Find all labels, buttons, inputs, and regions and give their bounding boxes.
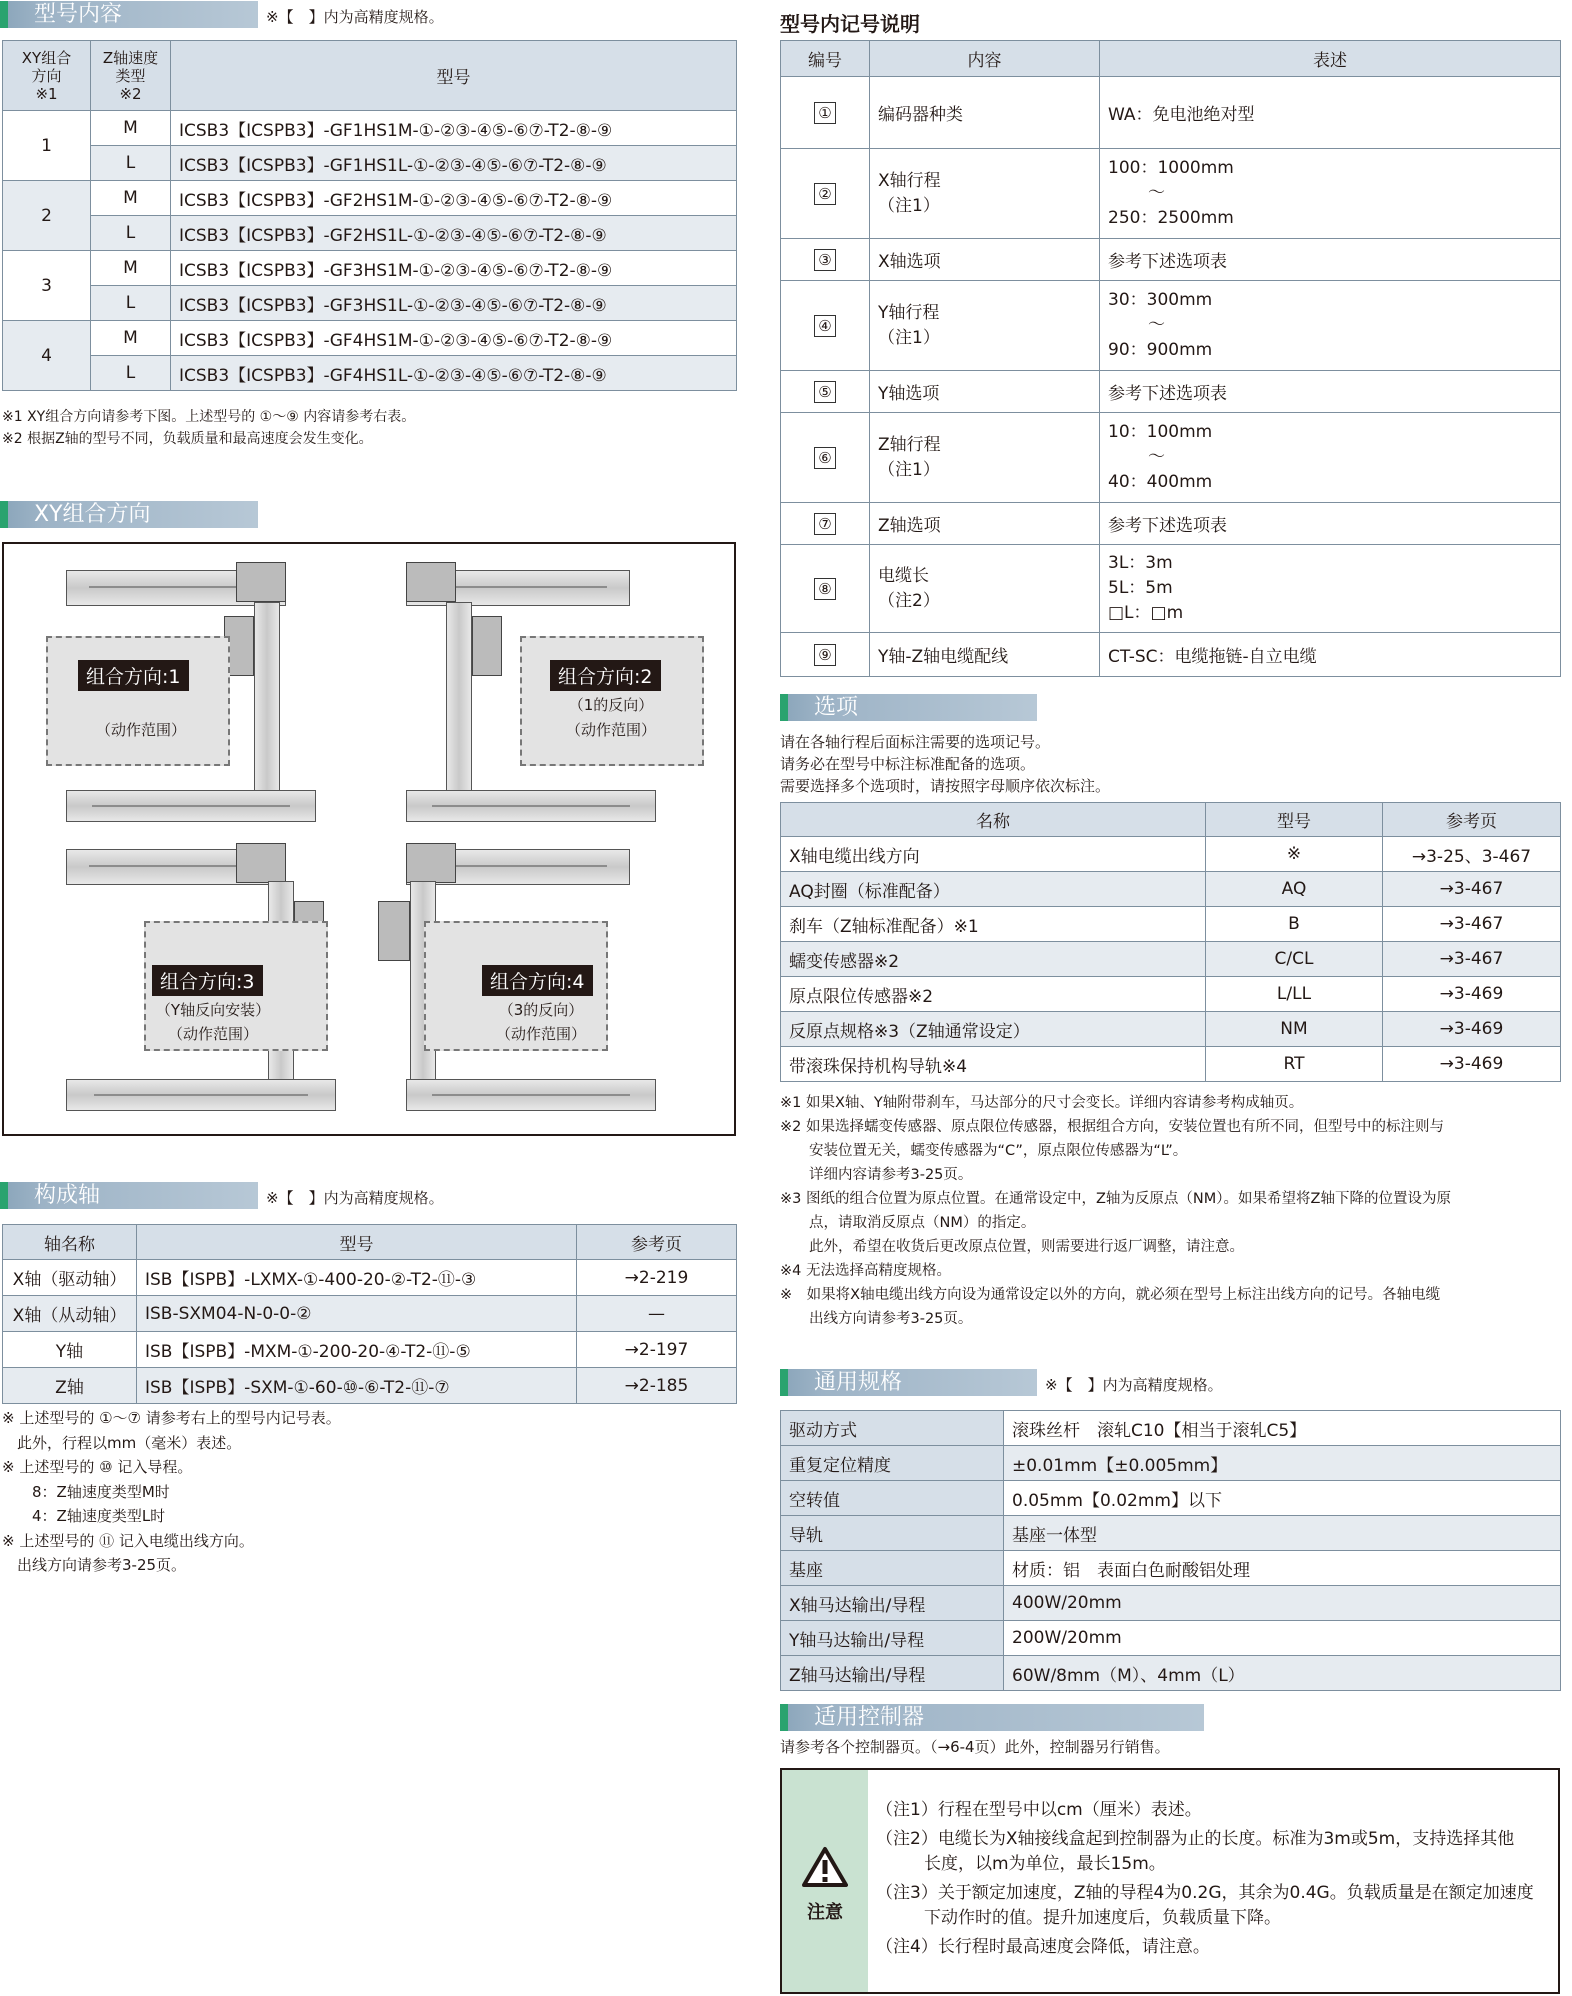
model-speed-cell: L <box>91 216 171 251</box>
model-speed-cell: M <box>91 111 171 146</box>
axes-footnote: 出线方向请参考3-25页。 <box>2 1556 187 1574</box>
options-footnote: ※1 如果X轴、Y轴附带刹车，马达部分的尺寸会变长。详细内容请参考构成轴页。 <box>780 1095 1304 1111</box>
model-speed-cell: L <box>91 146 171 181</box>
spec-key-cell: 驱动方式 <box>781 1411 1004 1446</box>
axis-page-cell: →2-197 <box>577 1332 737 1368</box>
model-header-dir: XY组合 方向 ※1 <box>3 41 91 111</box>
symbol-expr-cell <box>1100 371 1561 413</box>
caution-note: （注4） 长行程时最高速度会降低，请注意。 <box>876 1937 1210 1957</box>
spec-value-cell: 滚珠丝杆 滚轧C10【相当于滚轧C5】 <box>1004 1411 1561 1446</box>
spec-value-cell: 0.05mm【0.02mm】以下 <box>1004 1481 1561 1516</box>
model-footnote: ※1 XY组合方向请参考下图。上述型号的 ①～⑨ 内容请参考右表。 <box>2 409 416 425</box>
axes-footnote: 4：Z轴速度类型L时 <box>2 1507 166 1525</box>
y-axis-rail <box>446 602 472 796</box>
warning-icon <box>802 1846 848 1888</box>
quad-1 <box>4 544 370 841</box>
direction-label: 组合方向:4 <box>482 965 593 996</box>
model-speed-cell: L <box>91 356 171 391</box>
symbol-expr-cell <box>1100 149 1561 239</box>
model-dir-cell: 3 <box>3 251 91 321</box>
options-intro-line: 请务必在型号中标注标准配备的选项。 <box>780 755 1036 773</box>
symbol-expr: 5L：5m <box>1108 578 1173 598</box>
model-number-cell: ICSB3【ICSPB3】-GF2HS1L-①-②③-④⑤-⑥⑦-T2-⑧-⑨ <box>171 216 737 251</box>
option-page-cell: →3-467 <box>1383 872 1561 907</box>
symbols-title: 型号内记号说明 <box>780 12 920 36</box>
spec-value-cell: 基座一体型 <box>1004 1516 1561 1551</box>
symbol-expr: 10：100mm <box>1108 422 1213 442</box>
symbol-expr: 40：400mm <box>1108 472 1213 492</box>
option-name-cell: 原点限位传感器※2 <box>781 977 1206 1012</box>
options-footnote: ※4 无法选择高精度规格。 <box>780 1263 951 1279</box>
symbol-no-cell <box>781 633 870 677</box>
axis-model-cell: ISB【ISPB】-LXMX-①-400-20-②-T2-⑪-③ <box>137 1260 577 1296</box>
symbol-content-cell <box>870 239 1100 281</box>
range-text: （Y轴反向安装） <box>155 1001 271 1019</box>
options-footnote: 点，请取消反原点（NM）的指定。 <box>780 1215 1036 1231</box>
range-text: （3的反向） <box>498 1001 584 1019</box>
model-speed-cell: M <box>91 321 171 356</box>
symbol-number: ⑦ <box>814 513 836 535</box>
spec-value-cell: 材质：铝 表面白色耐酸铝处理 <box>1004 1551 1561 1586</box>
axes-header: 型号 <box>137 1225 577 1260</box>
y-axis-rail <box>254 602 280 796</box>
option-page-cell: →3-469 <box>1383 977 1561 1012</box>
options-intro <box>780 731 1110 797</box>
options-table <box>780 802 1561 1082</box>
section-spec-title: 通用规格 <box>782 1369 1037 1396</box>
options-intro-line: 需要选择多个选项时，请按照字母顺序依次标注。 <box>780 777 1111 795</box>
axis-name-cell: Y轴 <box>3 1332 137 1368</box>
caution-label: 注意 <box>807 1902 843 1923</box>
options-footnotes <box>780 1091 1451 1331</box>
symbol-number: ⑤ <box>814 381 836 403</box>
axes-table <box>2 1224 737 1404</box>
symbol-expr: ～ <box>1148 447 1165 467</box>
symbol-number: ④ <box>814 315 836 337</box>
motor-block <box>406 843 456 883</box>
options-footnote: ※ 如果将X轴电缆出线方向设为通常设定以外的方向，就必须在型号上标注出线方向的记号。各轴电缆 <box>780 1287 1441 1303</box>
options-footnote: ※2 如果选择蠕变传感器、原点限位传感器，根据组合方向，安装位置也有所不同，但型号中的标注则与 <box>780 1119 1444 1135</box>
quad-3 <box>4 841 370 1138</box>
axes-footnote: ※ 上述型号的 ①～⑦ 请参考右上的型号内记号表。 <box>2 1409 341 1427</box>
model-hp-note: ※【 】内为高精度规格。 <box>266 8 444 26</box>
section-controller-title: 适用控制器 <box>782 1704 1204 1731</box>
option-page-cell: →3-467 <box>1383 907 1561 942</box>
symbol-content: Z轴行程 <box>878 434 941 455</box>
option-model-cell: B <box>1206 907 1383 942</box>
axes-footnote: 此外，行程以mm（毫米）表述。 <box>2 1433 242 1452</box>
x-axis-bottom-rail <box>406 790 656 822</box>
range-area <box>46 636 230 766</box>
symbol-no-cell <box>781 149 870 239</box>
symbol-number: ① <box>814 102 836 124</box>
z-axis-carriage <box>378 901 410 961</box>
symbol-expr: 参考下述选项表 <box>1108 384 1227 404</box>
options-footnote: ※3 图纸的组合位置为原点位置。在通常设定中，Z轴为反原点（NM）。如果希望将Z轴下降的位置设为原 <box>780 1191 1451 1207</box>
symbol-content: （注2） <box>878 590 940 611</box>
caution-note: （注2） 电缆长为X轴接线盒起到控制器为止的长度。标准为3m或5m，支持选择其他 <box>876 1829 1515 1849</box>
spec-value-cell: 400W/20mm <box>1004 1586 1561 1621</box>
symbol-content: X轴选项 <box>878 252 941 272</box>
caution-note-cont: 长度，以m为单位，最长15m。 <box>924 1854 1166 1874</box>
options-footnote: 安装位置无关，蠕变传感器为“C”，原点限位传感器为“L”。 <box>780 1143 1188 1159</box>
symbol-content-cell <box>870 633 1100 677</box>
option-page-cell: →3-469 <box>1383 1047 1561 1082</box>
motor-block <box>236 843 286 883</box>
range-text: （1的反向） <box>568 696 654 714</box>
axis-page-cell: →2-219 <box>577 1260 737 1296</box>
symbol-expr: ～ <box>1148 315 1165 335</box>
axis-model-cell: ISB【ISPB】-SXM-①-60-⑩-⑥-T2-⑪-⑦ <box>137 1368 577 1404</box>
spec-key-cell: 空转值 <box>781 1481 1004 1516</box>
direction-label: 组合方向:1 <box>78 660 189 691</box>
option-name-cell: 带滚珠保持机构导轨※4 <box>781 1047 1206 1082</box>
model-number-cell: ICSB3【ICSPB3】-GF4HS1L-①-②③-④⑤-⑥⑦-T2-⑧-⑨ <box>171 356 737 391</box>
symbol-expr: 3L：3m <box>1108 553 1173 573</box>
direction-label: 组合方向:3 <box>152 965 263 996</box>
options-header: 名称 <box>781 803 1206 837</box>
model-footnotes <box>2 406 415 450</box>
symbol-content: Y轴-Z轴电缆配线 <box>878 647 1009 667</box>
symbol-expr-cell <box>1100 239 1561 281</box>
caution-note-cont: 下动作时的值。提升加速度后，负载质量下降。 <box>924 1908 1281 1928</box>
option-model-cell: NM <box>1206 1012 1383 1047</box>
symbol-expr-cell <box>1100 281 1561 371</box>
spec-hp-note: ※【 】内为高精度规格。 <box>1045 1376 1223 1394</box>
symbol-number: ⑧ <box>814 578 836 600</box>
section-xy-title: XY组合方向 <box>2 501 258 528</box>
symbols-table <box>780 40 1561 677</box>
symbol-content: X轴行程 <box>878 170 941 191</box>
symbol-expr: 参考下述选项表 <box>1108 252 1227 272</box>
symbol-expr: CT-SC：电缆拖链-自立电缆 <box>1108 647 1317 667</box>
symbol-expr: 参考下述选项表 <box>1108 516 1227 536</box>
axis-page-cell: — <box>577 1296 737 1332</box>
option-model-cell: L/LL <box>1206 977 1383 1012</box>
symbol-content: （注1） <box>878 327 940 348</box>
symbol-content-cell <box>870 77 1100 149</box>
z-axis-carriage <box>472 616 502 676</box>
motor-block <box>406 562 456 602</box>
symbol-content: Y轴选项 <box>878 384 940 404</box>
option-name-cell: AQ封圈（标准配备） <box>781 872 1206 907</box>
symbols-header: 编号 <box>781 41 870 77</box>
direction-label: 组合方向:2 <box>550 660 661 691</box>
symbols-header: 表述 <box>1100 41 1561 77</box>
x-axis-bottom-rail <box>66 790 316 822</box>
quad-4 <box>370 841 736 1138</box>
axes-footnote: 8：Z轴速度类型M时 <box>2 1482 170 1501</box>
symbol-no-cell <box>781 281 870 371</box>
symbol-content-cell <box>870 371 1100 413</box>
x-axis-bottom-rail <box>406 1079 656 1111</box>
option-model-cell: C/CL <box>1206 942 1383 977</box>
option-model-cell: RT <box>1206 1047 1383 1082</box>
spec-key-cell: X轴马达输出/导程 <box>781 1586 1004 1621</box>
axes-footnote: ※ 上述型号的 ⑩ 记入导程。 <box>2 1458 193 1476</box>
spec-key-cell: 导轨 <box>781 1516 1004 1551</box>
symbol-content: 编码器种类 <box>878 105 963 125</box>
axis-model-cell: ISB-SXM04-N-0-0-② <box>137 1296 577 1332</box>
options-header: 型号 <box>1206 803 1383 837</box>
option-page-cell: →3-25、3-467 <box>1383 837 1561 872</box>
model-header-model: 型号 <box>171 41 737 111</box>
caution-note: （注3） 关于额定加速度，Z轴的导程4为0.2G，其余为0.4G。负载质量是在额定加速度 <box>876 1883 1534 1903</box>
symbol-no-cell <box>781 503 870 545</box>
range-text: （动作范围） <box>167 1025 258 1043</box>
model-dir-cell: 1 <box>3 111 91 181</box>
xy-direction-diagram <box>2 542 736 1136</box>
range-text: （动作范围） <box>565 721 656 739</box>
symbol-no-cell <box>781 371 870 413</box>
axis-name-cell: X轴（从动轴） <box>3 1296 137 1332</box>
axes-header: 轴名称 <box>3 1225 137 1260</box>
spec-key-cell: Y轴马达输出/导程 <box>781 1621 1004 1656</box>
spec-value-cell: 200W/20mm <box>1004 1621 1561 1656</box>
options-footnote: 详细内容请参考3-25页。 <box>780 1167 973 1183</box>
caution-note: （注1） 行程在型号中以cm（厘米）表述。 <box>876 1800 1202 1820</box>
model-dir-cell: 4 <box>3 321 91 391</box>
axes-header: 参考页 <box>577 1225 737 1260</box>
symbol-no-cell <box>781 77 870 149</box>
options-header: 参考页 <box>1383 803 1561 837</box>
axes-footnotes <box>2 1406 341 1578</box>
symbol-expr: WA：免电池绝对型 <box>1108 105 1255 125</box>
symbol-expr: 250：2500mm <box>1108 208 1234 228</box>
symbol-content-cell <box>870 281 1100 371</box>
symbol-number: ⑨ <box>814 644 836 666</box>
model-number-cell: ICSB3【ICSPB3】-GF2HS1M-①-②③-④⑤-⑥⑦-T2-⑧-⑨ <box>171 181 737 216</box>
option-name-cell: X轴电缆出线方向 <box>781 837 1206 872</box>
x-axis-bottom-rail <box>66 1079 336 1111</box>
model-header-speed: Z轴速度 类型 ※2 <box>91 41 171 111</box>
symbol-no-cell <box>781 545 870 633</box>
range-text: （动作范围） <box>95 721 186 739</box>
option-name-cell: 反原点规格※3（Z轴通常设定） <box>781 1012 1206 1047</box>
symbol-number: ⑥ <box>814 447 836 469</box>
options-footnote: 此外，希望在收货后更改原点位置，则需要进行返厂调整，请注意。 <box>780 1239 1244 1255</box>
controller-text: 请参考各个控制器页。（→6-4页）此外，控制器另行销售。 <box>780 1738 1170 1756</box>
spec-table <box>780 1410 1561 1691</box>
axis-name-cell: Z轴 <box>3 1368 137 1404</box>
symbol-content-cell <box>870 149 1100 239</box>
model-footnote: ※2 根据Z轴的型号不同，负载质量和最高速度会发生变化。 <box>2 431 373 447</box>
model-table <box>2 40 737 391</box>
option-name-cell: 蠕变传感器※2 <box>781 942 1206 977</box>
range-text: （动作范围） <box>495 1025 586 1043</box>
symbol-content: （注1） <box>878 195 940 216</box>
symbol-expr: 90：900mm <box>1108 340 1213 360</box>
symbol-expr-cell <box>1100 545 1561 633</box>
model-number-cell: ICSB3【ICSPB3】-GF3HS1L-①-②③-④⑤-⑥⑦-T2-⑧-⑨ <box>171 286 737 321</box>
section-model-title: 型号内容 <box>2 1 258 28</box>
model-speed-cell: M <box>91 181 171 216</box>
option-model-cell: ※ <box>1206 837 1383 872</box>
symbols-header: 内容 <box>870 41 1100 77</box>
axis-name-cell: X轴（驱动轴） <box>3 1260 137 1296</box>
spec-key-cell: Z轴马达输出/导程 <box>781 1656 1004 1691</box>
section-axes-title: 构成轴 <box>2 1182 258 1209</box>
symbol-expr: 30：300mm <box>1108 290 1213 310</box>
model-dir-cell: 2 <box>3 181 91 251</box>
spec-value-cell: 60W/8mm（M）、4mm（L） <box>1004 1656 1561 1691</box>
model-number-cell: ICSB3【ICSPB3】-GF1HS1M-①-②③-④⑤-⑥⑦-T2-⑧-⑨ <box>171 111 737 146</box>
spec-key-cell: 基座 <box>781 1551 1004 1586</box>
model-number-cell: ICSB3【ICSPB3】-GF1HS1L-①-②③-④⑤-⑥⑦-T2-⑧-⑨ <box>171 146 737 181</box>
symbol-expr: □L：□m <box>1108 603 1184 623</box>
model-number-cell: ICSB3【ICSPB3】-GF4HS1M-①-②③-④⑤-⑥⑦-T2-⑧-⑨ <box>171 321 737 356</box>
symbol-expr-cell <box>1100 503 1561 545</box>
model-speed-cell: L <box>91 286 171 321</box>
symbol-expr: ～ <box>1148 183 1165 203</box>
spec-key-cell: 重复定位精度 <box>781 1446 1004 1481</box>
options-footnote: 出线方向请参考3-25页。 <box>780 1311 973 1327</box>
symbol-number: ③ <box>814 249 836 271</box>
spec-value-cell: ±0.01mm【±0.005mm】 <box>1004 1446 1561 1481</box>
caution-box <box>780 1768 1560 1994</box>
symbol-content: Y轴行程 <box>878 302 940 323</box>
symbol-no-cell <box>781 239 870 281</box>
symbol-number: ② <box>814 183 836 205</box>
axis-model-cell: ISB【ISPB】-MXM-①-200-20-④-T2-⑪-⑤ <box>137 1332 577 1368</box>
option-name-cell: 刹车（Z轴标准配备）※1 <box>781 907 1206 942</box>
symbol-expr: 100：1000mm <box>1108 158 1234 178</box>
symbol-content-cell <box>870 545 1100 633</box>
option-model-cell: AQ <box>1206 872 1383 907</box>
model-speed-cell: M <box>91 251 171 286</box>
symbol-expr-cell <box>1100 633 1561 677</box>
model-number-cell: ICSB3【ICSPB3】-GF3HS1M-①-②③-④⑤-⑥⑦-T2-⑧-⑨ <box>171 251 737 286</box>
axes-footnote: ※ 上述型号的 ⑪ 记入电缆出线方向。 <box>2 1531 254 1550</box>
symbol-content-cell <box>870 413 1100 503</box>
symbol-no-cell <box>781 413 870 503</box>
axes-hp-note: ※【 】内为高精度规格。 <box>266 1189 444 1207</box>
symbol-content-cell <box>870 503 1100 545</box>
options-intro-line: 请在各轴行程后面标注需要的选项记号。 <box>780 733 1051 751</box>
section-options-title: 选项 <box>782 694 1037 721</box>
caution-notes <box>876 1798 1534 1960</box>
axis-page-cell: →2-185 <box>577 1368 737 1404</box>
symbol-content: （注1） <box>878 459 940 480</box>
quad-2 <box>370 544 736 841</box>
option-page-cell: →3-467 <box>1383 942 1561 977</box>
symbol-content: Z轴选项 <box>878 516 941 536</box>
symbol-expr-cell <box>1100 77 1561 149</box>
option-page-cell: →3-469 <box>1383 1012 1561 1047</box>
symbol-expr-cell <box>1100 413 1561 503</box>
motor-block <box>236 562 286 602</box>
symbol-content: 电缆长 <box>878 565 929 586</box>
